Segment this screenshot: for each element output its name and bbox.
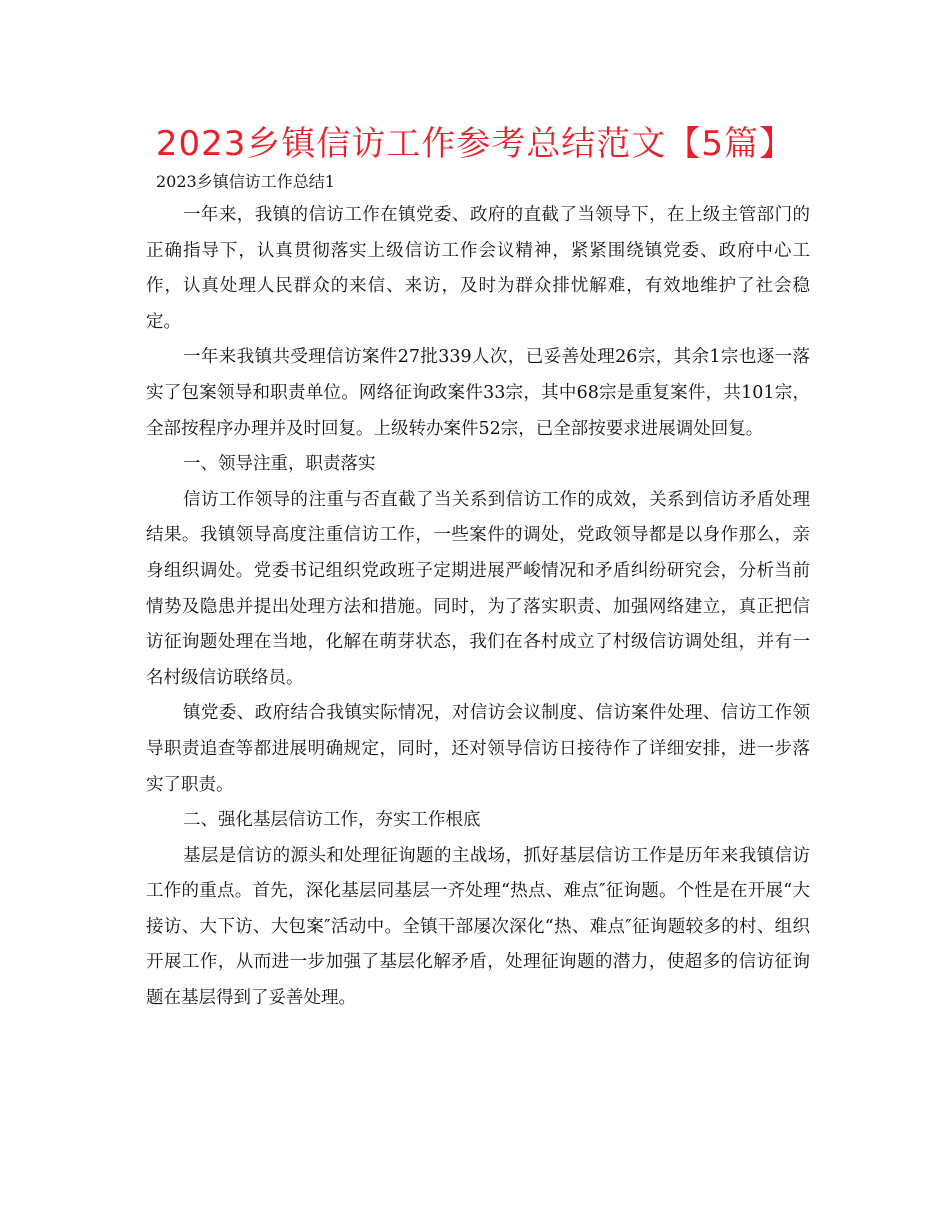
paragraph-grassroots: 基层是信访的源头和处理征询题的主战场，抓好基层信访工作是历年来我镇信访工作的重点。首先，深化基层同基层一齐处理“热点、难点″征询题。个性是在开展“大接访、大下访、大包案″活动中。全镇干部屡次深化“热、难点″征询题较多的村、组织开展工作，从而进一步加强了基层化解矛盾，处理征询题的潜力，使超多的信访征询题在基层得到了妥善处理。	[146, 845, 810, 1009]
document-title: 2023乡镇信访工作参考总结范文【5篇】	[155, 124, 795, 164]
paragraph-regulations: 镇党委、政府结合我镇实际情况，对信访会议制度、信访案件处理、信访工作领导职责追查等都进展明确规定，同时，还对领导信访日接待作了详细安排，进一步落实了职责。	[146, 703, 810, 795]
paragraph-statistics: 一年来我镇共受理信访案件27批339人次，已妥善处理26宗，其余1宗也逐一落实了包案领导和职责单位。网络征询政案件33宗，其中68宗是重复案件，共101宗，全部按程序办理并及时回复。上级转办案件52宗，已全部按要求进展调处回复。	[146, 347, 810, 439]
paragraph-intro: 一年来，我镇的信访工作在镇党委、政府的直截了当领导下，在上级主管部门的正确指导下，认真贯彻落实上级信访工作会议精神，紧紧围绕镇党委、政府中心工作，认真处理人民群众的来信、来访，及时为群众排忧解难，有效地维护了社会稳定。	[146, 205, 810, 332]
section-subtitle: 2023乡镇信访工作总结1	[156, 172, 335, 191]
document-body	[146, 166, 810, 1017]
paragraph-leadership: 信访工作领导的注重与否直截了当关系到信访工作的成效，关系到信访矛盾处理结果。我镇领导高度注重信访工作，一些案件的调处，党政领导都是以身作那么，亲身组织调处。党委书记组织党政班子定期进展严峻情况和矛盾纠纷研究会，分析当前情势及隐患并提出处理方法和措施。同时，为了落实职责、加强网络建立，真正把信访征询题处理在当地，化解在萌芽状态，我们在各村成立了村级信访调处组，并有一名村级信访联络员。	[146, 489, 810, 688]
section-heading-grassroots: 二、强化基层信访工作，夯实工作根底	[183, 810, 481, 831]
section-heading-leadership: 一、领导注重，职责落实	[183, 454, 376, 475]
